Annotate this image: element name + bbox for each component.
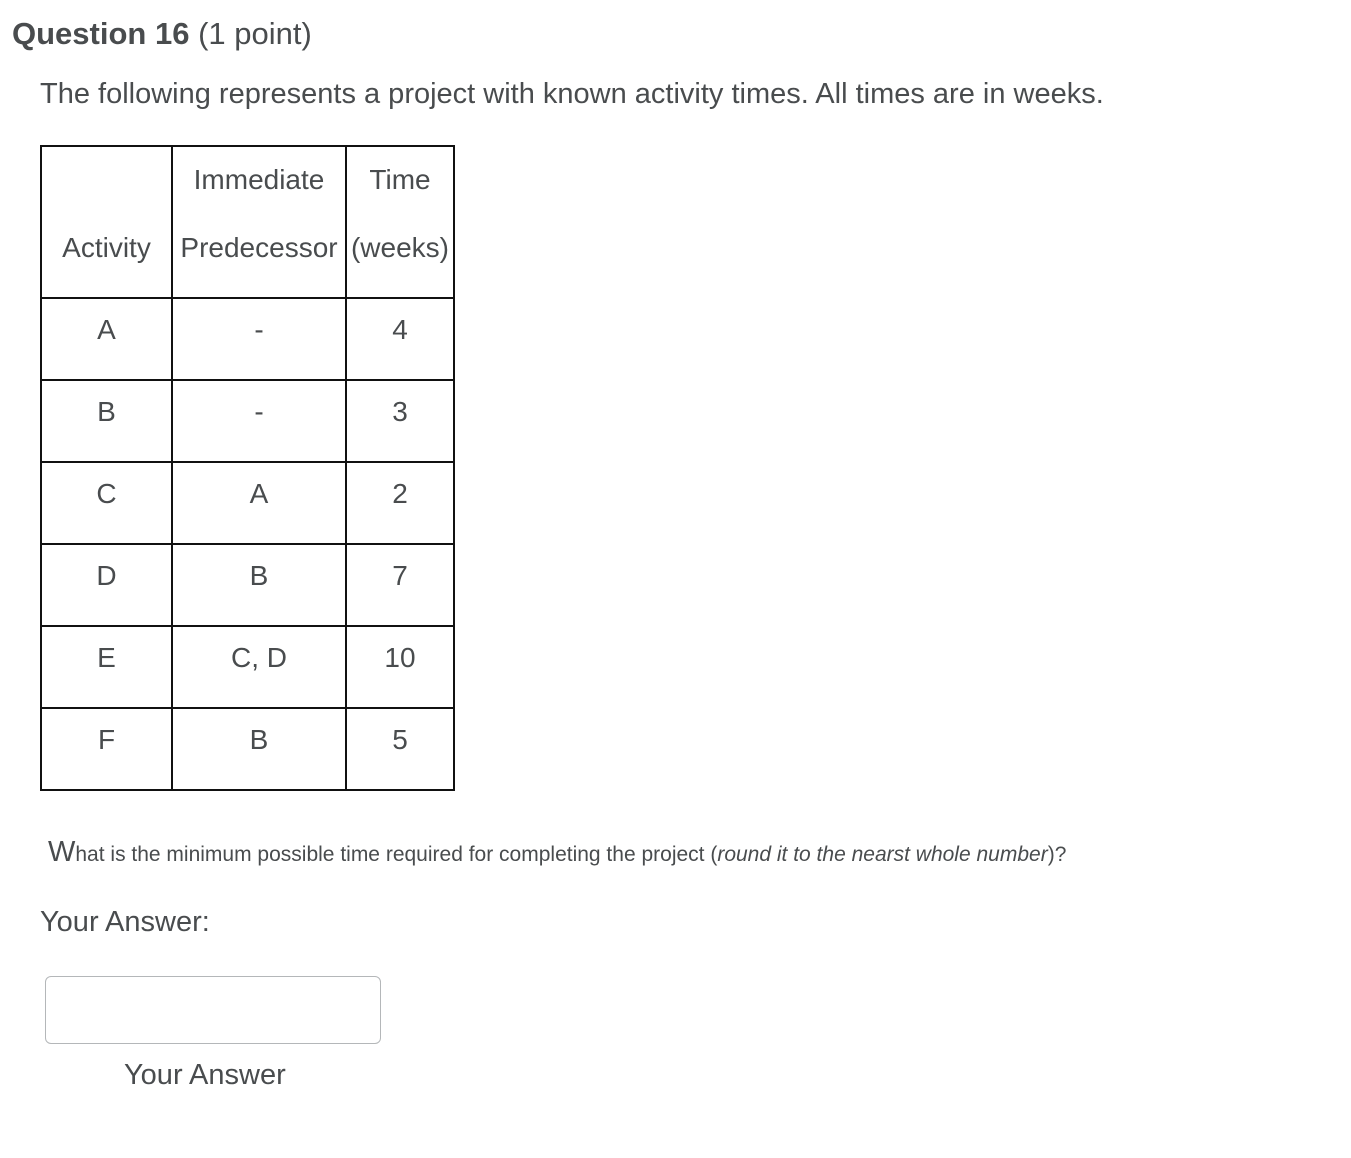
table-row (41, 462, 454, 544)
prompt-emphasis: round it to the nearst whole number (717, 843, 1048, 866)
question-header (12, 14, 312, 54)
question-points: (1 point) (198, 16, 312, 51)
time-cell: 3 (346, 380, 454, 462)
predecessor-cell: B (172, 708, 346, 790)
time-cell: 4 (346, 298, 454, 380)
activity-cell: E (41, 626, 172, 708)
prompt-text: hat is the minimum possible time required for completing the project ( (75, 843, 718, 866)
activity-cell: A (41, 298, 172, 380)
time-cell: 10 (346, 626, 454, 708)
answer-input[interactable] (45, 976, 381, 1044)
activity-table (40, 145, 455, 791)
prompt-end: )? (1047, 843, 1067, 866)
header-line: Immediate (193, 164, 325, 195)
time-cell: 2 (346, 462, 454, 544)
activity-cell: F (41, 708, 172, 790)
table-row (41, 544, 454, 626)
table-row (41, 380, 454, 462)
answer-label: Your Answer: (40, 906, 210, 938)
predecessor-cell: - (172, 298, 346, 380)
table-row (41, 298, 454, 380)
header-activity (41, 146, 172, 298)
time-cell: 5 (346, 708, 454, 790)
time-cell: 7 (346, 544, 454, 626)
header-time (346, 146, 454, 298)
header-line: (weeks) (350, 232, 449, 263)
table-header-row (41, 146, 454, 298)
prompt-first-letter: W (48, 836, 76, 868)
header-line: Predecessor (180, 232, 338, 263)
question-title: Question 16 (12, 16, 190, 51)
predecessor-cell: C, D (172, 626, 346, 708)
table-row (41, 626, 454, 708)
activity-cell: D (41, 544, 172, 626)
header-line: Activity (62, 232, 151, 263)
answer-caption: Your Answer (124, 1059, 286, 1091)
question-prompt (48, 834, 1066, 873)
predecessor-cell: A (172, 462, 346, 544)
question-intro: The following represents a project with known activity times. All times are in weeks. (40, 78, 1104, 110)
activity-cell: C (41, 462, 172, 544)
header-predecessor (172, 146, 346, 298)
predecessor-cell: - (172, 380, 346, 462)
table-row (41, 708, 454, 790)
activity-cell: B (41, 380, 172, 462)
header-line: Time (369, 164, 431, 195)
predecessor-cell: B (172, 544, 346, 626)
